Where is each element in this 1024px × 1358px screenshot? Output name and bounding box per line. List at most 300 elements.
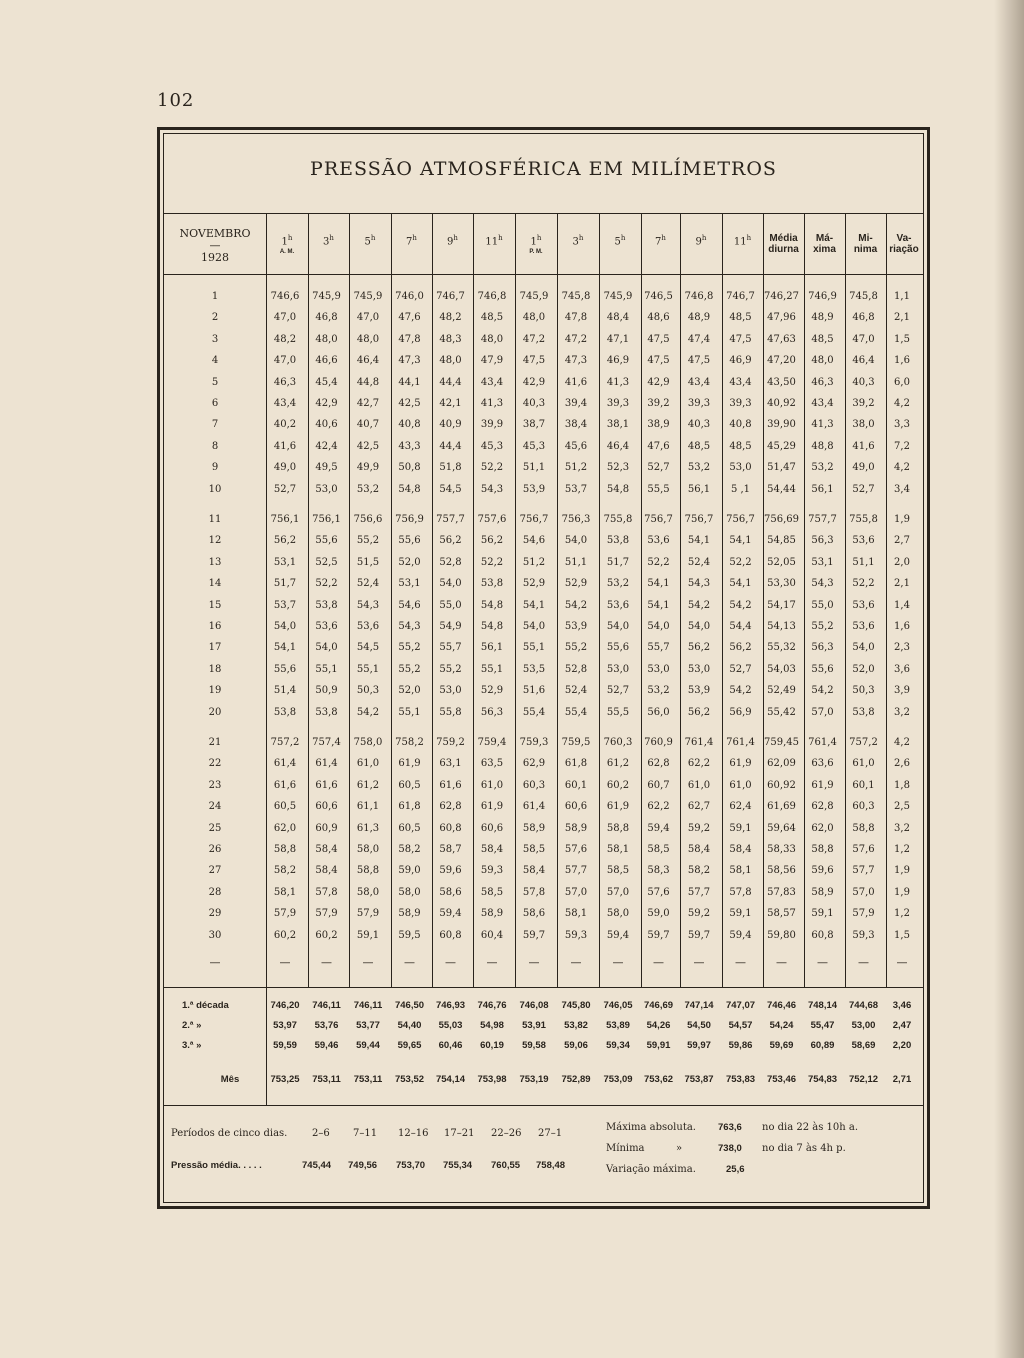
value-cell: 59,4	[729, 929, 752, 941]
value-cell: 756,1	[312, 514, 341, 525]
summary-cell: 748,14	[807, 1000, 838, 1011]
day-cell: 9	[211, 462, 219, 474]
day-cell: 23	[208, 779, 222, 791]
value-cell: 39,3	[687, 398, 711, 409]
value-cell: 62,0	[273, 822, 297, 834]
value-cell: 60,4	[480, 929, 504, 941]
value-cell: 57,7	[852, 865, 875, 877]
value-cell: 49,5	[315, 462, 338, 474]
value-cell: 39,2	[852, 398, 875, 409]
column-hour-sup: h	[620, 234, 626, 242]
summary-cell: 746,69	[643, 1000, 674, 1011]
value-cell: 756,7	[726, 514, 755, 525]
table-row	[166, 309, 920, 327]
value-cell: 58,0	[606, 908, 630, 920]
dash-row	[166, 956, 920, 970]
mean-item: 745,44	[302, 1160, 332, 1171]
value-cell: 3,6	[894, 663, 910, 675]
summary-cell: 53,82	[564, 1020, 588, 1031]
day-cell: 27	[208, 865, 222, 877]
value-cell: 52,4	[564, 685, 588, 697]
value-cell: 46,6	[315, 355, 338, 367]
value-cell: 61,0	[687, 779, 711, 791]
value-cell: 43,50	[767, 376, 796, 388]
value-cell: 56,1	[687, 483, 711, 495]
table-row	[166, 704, 920, 722]
min-abs-text: no dia 7 às 4h p.	[762, 1143, 846, 1154]
value-cell: 62,8	[647, 758, 670, 770]
value-cell: 48,8	[811, 440, 834, 452]
value-cell: 55,2	[398, 663, 421, 675]
value-cell: 46,4	[356, 355, 380, 367]
value-cell: 760,3	[603, 737, 633, 748]
value-cell: 52,9	[480, 685, 504, 697]
value-cell: 756,3	[561, 514, 591, 525]
value-cell: 58,1	[606, 844, 630, 855]
value-cell: 47,6	[398, 312, 421, 324]
value-cell: 60,3	[852, 801, 875, 813]
value-cell: 53,8	[480, 578, 504, 590]
value-cell: 52,0	[852, 663, 875, 675]
value-cell: 60,5	[398, 779, 421, 791]
value-cell: 756,7	[684, 514, 714, 525]
value-cell: 58,0	[356, 844, 380, 855]
value-cell: 56,2	[687, 706, 711, 718]
summary-cell: 746,46	[766, 1000, 797, 1011]
value-cell: 59,7	[687, 929, 711, 941]
column-hour-sup: h	[498, 234, 503, 242]
value-cell: 53,0	[606, 663, 630, 675]
value-cell: 58,6	[439, 886, 462, 898]
day-cell: 3	[211, 333, 219, 345]
value-cell: 746,9	[808, 291, 837, 302]
value-cell: 6,0	[894, 376, 910, 388]
value-cell: 759,3	[519, 737, 549, 748]
value-cell: 53,6	[852, 535, 875, 547]
dash-cell: —	[693, 956, 705, 969]
table-row	[166, 352, 920, 370]
value-cell: 758,2	[395, 737, 424, 748]
value-cell: 54,8	[606, 483, 630, 495]
summary-cell: 753,87	[684, 1074, 714, 1085]
summary-cell: 2,71	[892, 1074, 912, 1085]
table-row	[166, 862, 920, 880]
summary-cell: 53,00	[851, 1020, 876, 1031]
summary-cell: 2,20	[892, 1040, 912, 1051]
value-cell: 746,8	[477, 291, 507, 302]
value-cell: 57,8	[522, 886, 546, 898]
value-cell: 58,1	[273, 886, 297, 898]
value-cell: 38,0	[852, 419, 875, 431]
page-number: 102	[157, 90, 195, 111]
value-cell: 42,9	[647, 376, 670, 388]
value-cell: 55,0	[811, 599, 834, 611]
value-cell: 59,2	[687, 908, 711, 920]
column-header-10	[641, 232, 680, 248]
value-cell: 47,5	[687, 355, 711, 367]
column-hour: 9	[695, 236, 702, 248]
value-cell: 47,8	[398, 333, 421, 345]
value-cell: 2,1	[894, 312, 910, 324]
value-cell: 52,8	[439, 556, 462, 568]
value-cell: 2,1	[894, 578, 910, 590]
summary-cell: 753,19	[519, 1074, 549, 1085]
summary-cell: 60,19	[480, 1040, 504, 1051]
value-cell: 54,1	[273, 642, 297, 654]
value-cell: 50,3	[852, 685, 875, 697]
summary-cell: 746,93	[435, 1000, 466, 1011]
value-cell: 58,9	[398, 908, 421, 920]
value-cell: 52,2	[852, 578, 875, 590]
value-cell: 52,4	[356, 578, 380, 590]
value-cell: 48,5	[729, 312, 752, 324]
value-cell: 59,4	[439, 908, 462, 920]
value-cell: 40,9	[439, 419, 462, 431]
dash-cell: —	[209, 956, 221, 969]
summary-cell: 54,98	[480, 1020, 504, 1031]
value-cell: 54,0	[273, 621, 297, 632]
summary-cell: 54,26	[646, 1020, 671, 1031]
summary-cell: 747,14	[684, 1000, 714, 1011]
value-cell: 745,9	[603, 291, 633, 302]
dash-cell: —	[445, 956, 456, 969]
value-cell: 58,4	[315, 844, 338, 855]
stat-header-line2: nima	[853, 244, 878, 255]
day-cell: 28	[208, 886, 222, 898]
day-cell: 25	[208, 822, 222, 834]
value-cell: 52,9	[522, 578, 546, 590]
value-cell: 1,9	[894, 886, 910, 898]
periods-label: Períodos de cinco dias.	[171, 1128, 288, 1139]
value-cell: 60,6	[564, 801, 588, 813]
summary-cell: 54,50	[687, 1020, 711, 1031]
table-row	[166, 927, 920, 945]
value-cell: 38,9	[647, 419, 670, 431]
value-cell: 52,7	[647, 462, 670, 474]
value-cell: 52,3	[606, 462, 630, 474]
value-cell: 47,20	[767, 355, 796, 367]
value-cell: 58,6	[522, 908, 546, 920]
value-cell: 1,9	[894, 514, 910, 525]
value-cell: 56,2	[273, 535, 297, 547]
summary-cell: 59,34	[606, 1040, 630, 1051]
value-cell: 52,8	[564, 663, 588, 675]
mean-item: 755,34	[443, 1160, 473, 1171]
day-cell: 16	[208, 621, 222, 632]
value-cell: 52,2	[480, 556, 504, 568]
value-cell: 62,2	[687, 758, 711, 770]
value-cell: 59,4	[647, 822, 670, 834]
value-cell: 47,3	[398, 355, 421, 367]
column-ampm: P. M.	[529, 249, 543, 256]
value-cell: 56,1	[480, 642, 504, 654]
period-item: 12–16	[398, 1128, 429, 1139]
value-cell: 62,8	[811, 801, 834, 813]
summary-row	[166, 1017, 920, 1035]
value-cell: 54,1	[647, 578, 670, 590]
value-cell: 54,13	[767, 621, 796, 632]
value-cell: 58,2	[687, 865, 711, 877]
value-cell: 48,0	[811, 355, 834, 367]
value-cell: 53,2	[687, 462, 711, 474]
value-cell: 42,4	[315, 440, 338, 452]
value-cell: 40,8	[398, 419, 421, 431]
summary-cell: 59,86	[728, 1040, 753, 1051]
value-cell: 44,4	[439, 440, 462, 452]
value-cell: 757,7	[808, 514, 837, 525]
day-cell: 7	[211, 419, 219, 431]
value-cell: 55,1	[398, 706, 421, 718]
value-cell: 1,6	[894, 355, 910, 367]
value-cell: 761,4	[684, 737, 714, 748]
value-cell: 55,7	[439, 642, 462, 654]
value-cell: 44,4	[439, 376, 462, 388]
value-cell: 41,6	[852, 440, 875, 452]
day-cell: 20	[208, 706, 222, 718]
value-cell: 54,44	[767, 483, 796, 495]
value-cell: 54,85	[767, 535, 796, 547]
value-cell: 43,4	[480, 376, 504, 388]
value-cell: 62,8	[439, 801, 462, 813]
period-item: 17–21	[444, 1128, 475, 1139]
table-row	[166, 481, 920, 499]
summary-cell: 746,05	[603, 1000, 633, 1011]
value-cell: 38,7	[522, 419, 546, 431]
value-cell: 43,4	[811, 398, 834, 409]
value-cell: 4,2	[894, 462, 910, 474]
value-cell: 51,4	[273, 685, 297, 697]
stat-header-line2: diurna	[768, 244, 799, 255]
column-hour: 9	[447, 236, 454, 248]
summary-cell: 746,08	[519, 1000, 549, 1011]
value-cell: 55,4	[522, 706, 546, 718]
value-cell: 758,0	[353, 737, 383, 748]
value-cell: 40,92	[767, 398, 796, 409]
value-cell: 61,6	[273, 779, 297, 791]
day-cell: 4	[211, 355, 219, 367]
value-cell: 48,2	[273, 333, 297, 345]
value-cell: 42,9	[315, 398, 338, 409]
value-cell: 53,9	[522, 483, 546, 495]
value-cell: 745,9	[519, 291, 549, 302]
value-cell: 58,2	[273, 865, 297, 877]
value-cell: 60,6	[480, 822, 504, 834]
table-row	[166, 841, 920, 859]
value-cell: 53,1	[273, 556, 297, 568]
value-cell: 53,0	[687, 663, 711, 675]
summary-cell: 752,89	[561, 1074, 591, 1085]
value-cell: 45,4	[315, 376, 338, 388]
summary-row	[166, 997, 920, 1015]
table-row	[166, 618, 920, 636]
value-cell: 58,56	[767, 865, 796, 877]
value-cell: 48,0	[315, 333, 338, 345]
month-year: 1928	[201, 251, 229, 264]
value-cell: 61,9	[811, 779, 834, 791]
value-cell: 59,5	[398, 929, 421, 941]
value-cell: 2,0	[894, 556, 910, 568]
value-cell: 1,4	[894, 599, 910, 611]
dash-cell: —	[486, 956, 498, 969]
column-header-7	[515, 232, 557, 256]
day-cell: 13	[208, 556, 222, 568]
column-hour-sup: h	[412, 234, 417, 242]
value-cell: 39,3	[729, 398, 752, 409]
table-row	[166, 532, 920, 550]
table-row	[166, 798, 920, 816]
min-abs-mark: »	[676, 1143, 683, 1154]
value-cell: 58,5	[480, 886, 504, 898]
value-cell: 55,8	[439, 706, 462, 718]
value-cell: 1,2	[894, 908, 910, 920]
value-cell: 60,1	[564, 779, 588, 791]
summary-cell: 59,69	[769, 1040, 794, 1051]
summary-cell: 753,83	[725, 1074, 756, 1085]
day-cell: 1	[211, 291, 219, 302]
value-cell: 61,9	[729, 758, 752, 770]
value-cell: 55,42	[767, 706, 796, 718]
value-cell: 59,1	[811, 908, 834, 920]
value-cell: 51,1	[522, 462, 546, 474]
column-hour-sup: h	[329, 234, 334, 242]
value-cell: 40,7	[356, 419, 380, 431]
value-cell: 55,6	[606, 642, 630, 654]
max-abs-value: 763,6	[718, 1122, 742, 1133]
var-max-label: Variação máxima.	[606, 1164, 696, 1175]
value-cell: 61,69	[767, 801, 796, 813]
summary-cell: 746,11	[312, 1000, 341, 1011]
value-cell: 48,6	[647, 312, 670, 324]
value-cell: 58,4	[522, 865, 546, 877]
value-cell: 55,2	[811, 621, 834, 632]
summary-cell: 746,76	[477, 1000, 507, 1011]
table-row	[166, 661, 920, 679]
value-cell: 60,8	[439, 822, 462, 834]
summary-cell: 746,11	[353, 1000, 383, 1011]
table-row	[166, 755, 920, 773]
column-hour: 3	[323, 236, 330, 248]
value-cell: 47,5	[729, 333, 752, 345]
value-cell: 61,9	[606, 801, 630, 813]
value-cell: 48,5	[729, 440, 752, 452]
value-cell: 51,1	[564, 556, 588, 568]
value-cell: 3,3	[894, 419, 910, 431]
table-row	[166, 639, 920, 657]
value-cell: 56,2	[439, 535, 462, 547]
value-cell: 52,2	[315, 578, 338, 590]
value-cell: 47,0	[273, 312, 297, 324]
value-cell: 62,4	[729, 801, 752, 813]
summary-cell: 754,14	[435, 1074, 466, 1085]
value-cell: 55,2	[564, 642, 588, 654]
value-cell: 54,3	[811, 578, 834, 590]
value-cell: 57,0	[564, 886, 588, 898]
value-cell: 1,8	[894, 779, 910, 791]
summary-cell: 753,11	[353, 1074, 383, 1085]
summary-top-rule	[163, 987, 924, 988]
table-row	[166, 884, 920, 902]
value-cell: 56,1	[811, 483, 834, 495]
summary-label: Mês	[220, 1074, 240, 1085]
value-cell: 53,9	[564, 621, 588, 632]
value-cell: 757,6	[477, 514, 507, 525]
value-cell: 54,4	[729, 621, 752, 632]
value-cell: 2,7	[894, 535, 910, 547]
value-cell: 51,47	[767, 462, 796, 474]
column-header-12	[722, 232, 763, 248]
value-cell: 59,4	[606, 929, 630, 941]
value-cell: 52,0	[398, 556, 421, 568]
value-cell: 3,4	[894, 483, 910, 495]
summary-cell: 60,46	[438, 1040, 463, 1051]
value-cell: 40,3	[522, 398, 546, 409]
value-cell: 54,0	[687, 621, 711, 632]
value-cell: 61,6	[315, 779, 338, 791]
value-cell: 56,3	[811, 535, 834, 547]
value-cell: 48,0	[439, 355, 462, 367]
page-edge-shadow	[994, 0, 1024, 1358]
value-cell: 45,3	[522, 440, 546, 452]
value-cell: 49,0	[273, 462, 297, 474]
summary-cell: 59,59	[273, 1040, 297, 1051]
stat-column-header-4	[886, 233, 922, 255]
value-cell: 55,32	[767, 642, 796, 654]
value-cell: 48,5	[480, 312, 504, 324]
value-cell: 54,8	[480, 599, 504, 611]
value-cell: 54,2	[564, 599, 588, 611]
column-hour: 5	[364, 236, 371, 248]
value-cell: 61,9	[398, 758, 421, 770]
day-cell: 29	[208, 908, 222, 920]
value-cell: 46,9	[606, 355, 630, 367]
value-cell: 56,3	[811, 642, 834, 654]
value-cell: 40,2	[273, 419, 297, 431]
value-cell: 53,9	[687, 685, 711, 697]
table-row	[166, 288, 920, 306]
value-cell: 49,0	[852, 462, 875, 474]
column-hour: 7	[406, 236, 413, 248]
value-cell: 62,0	[811, 822, 834, 834]
value-cell: 58,4	[480, 844, 504, 855]
value-cell: 61,4	[273, 758, 297, 770]
value-cell: 41,3	[480, 398, 504, 409]
value-cell: 760,9	[644, 737, 673, 748]
value-cell: 57,9	[273, 908, 297, 920]
value-cell: 59,1	[356, 929, 380, 941]
value-cell: 61,9	[480, 801, 504, 813]
value-cell: 53,2	[811, 462, 834, 474]
value-cell: 54,3	[356, 599, 380, 611]
value-cell: 54,8	[398, 483, 421, 495]
value-cell: 46,3	[811, 376, 834, 388]
value-cell: 57,9	[852, 908, 875, 920]
summary-cell: 58,69	[851, 1040, 876, 1051]
table-row	[166, 682, 920, 700]
value-cell: 54,2	[729, 599, 752, 611]
value-cell: 54,2	[356, 706, 380, 718]
value-cell: 58,8	[852, 822, 875, 834]
value-cell: 50,3	[356, 685, 380, 697]
value-cell: 60,2	[606, 779, 630, 791]
value-cell: 45,6	[564, 440, 588, 452]
period-item: 27–1	[538, 1128, 563, 1139]
value-cell: 756,9	[395, 514, 424, 525]
value-cell: 53,6	[852, 621, 875, 632]
value-cell: 46,3	[273, 376, 297, 388]
value-cell: 757,4	[312, 737, 341, 748]
value-cell: 60,3	[522, 779, 546, 791]
value-cell: 757,2	[270, 737, 300, 748]
